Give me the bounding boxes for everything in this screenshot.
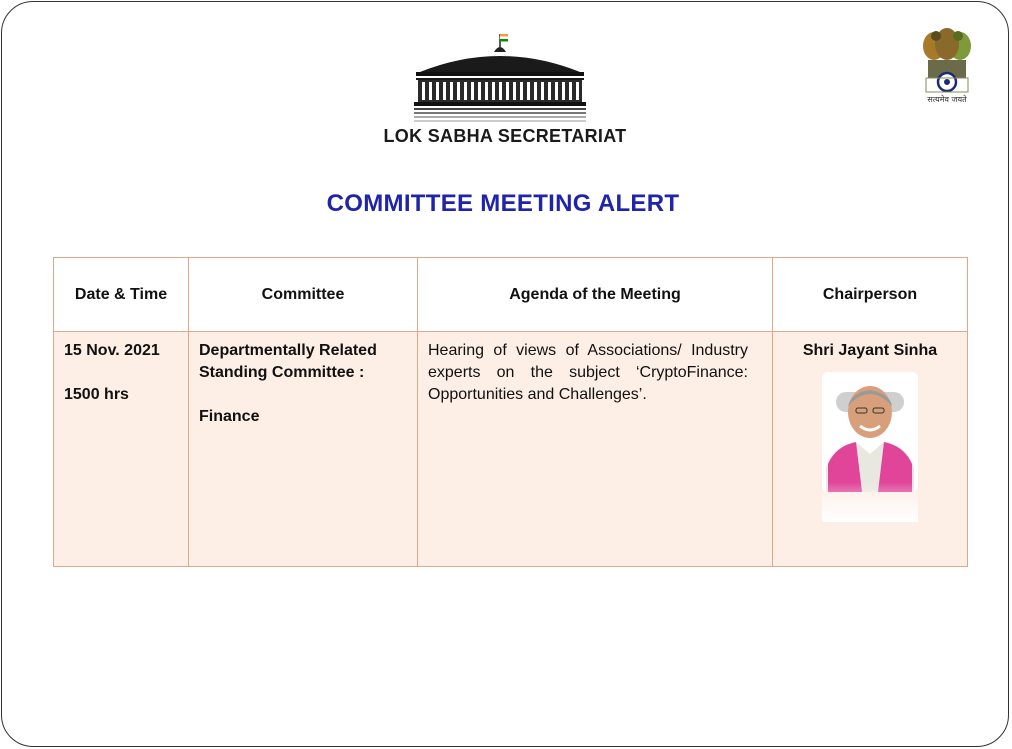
meeting-date: 15 Nov. 2021 [64,342,160,359]
column-header-date-time: Date & Time [54,258,189,332]
date-time-cell [54,332,189,567]
table-row [54,332,968,567]
agenda-cell [418,332,773,567]
column-header-agenda: Agenda of the Meeting [418,258,773,332]
agenda-text: Hearing of views of Associations/ Industry experts on the subject ‘CryptoFinance: Opportunities and Challenges’. [428,342,748,403]
chairperson-photo [822,372,918,522]
emblem-motto: सत्यमेव जयते [927,95,967,104]
chairperson-cell [773,332,968,567]
alert-title: COMMITTEE MEETING ALERT [326,190,680,217]
table-header-row [54,258,968,332]
column-header-committee: Committee [189,258,418,332]
chairperson-name: Shri Jayant Sinha [802,342,938,359]
meeting-table [53,257,968,567]
column-header-chairperson: Chairperson [773,258,968,332]
committee-cell [189,332,418,567]
meeting-time: 1500 hrs [64,386,129,403]
parliament-logo [410,30,590,125]
organization-name: LOK SABHA SECRETARIAT [383,126,627,146]
committee-subject: Finance [199,408,260,425]
committee-name: Departmentally Related Standing Committee : [199,342,377,381]
